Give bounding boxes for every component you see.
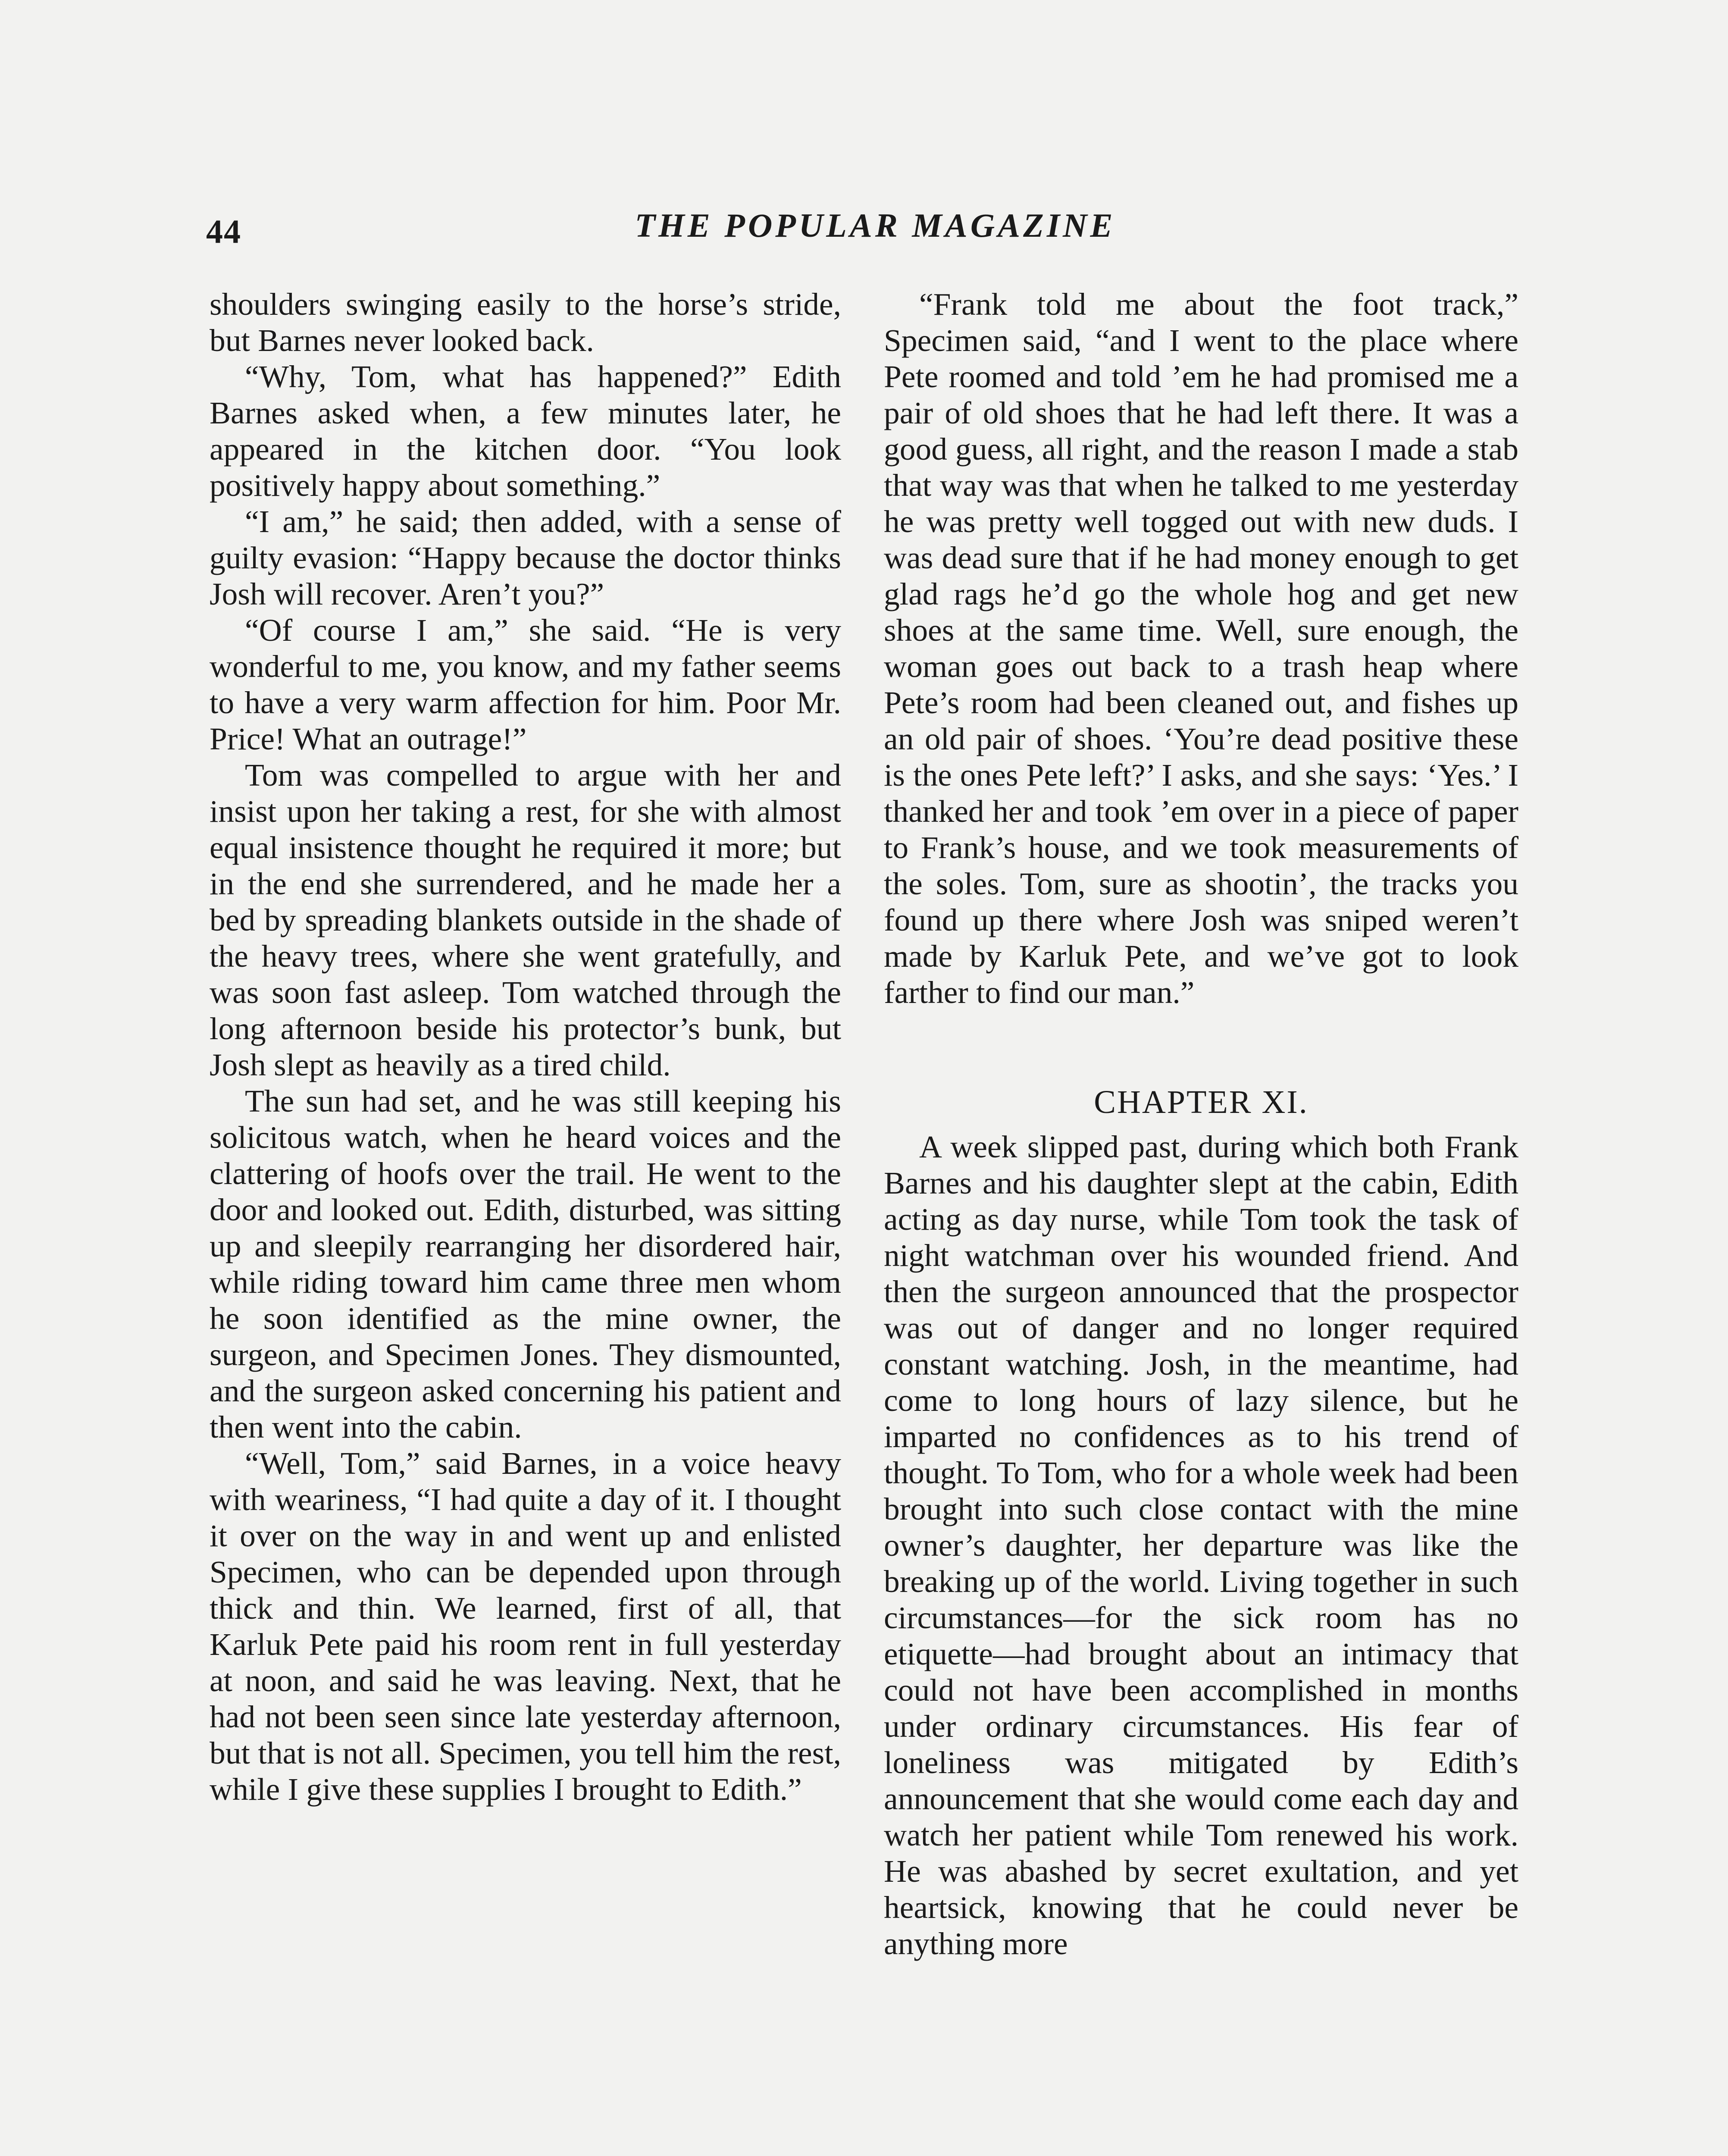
page-header bbox=[0, 0, 1728, 267]
paragraph: “Of course I am,” she said. “He is very wonderful to me, you know, and my father seems to have a very warm affection for him. Poor Mr. Price! What an outrage!” bbox=[210, 613, 841, 756]
paragraph: shoulders swinging easily to the horse’s stride, but Barnes never looked back. bbox=[210, 287, 841, 358]
paragraph: “Well, Tom,” said Barnes, in a voice heavy with weariness, “I had quite a day of it. I thought it over on the way in and went up and enlisted Specimen, who can be depended upon through thick and thin. We learned, first of all, that Karluk Pete paid his room rent in full yesterday at noon, and said he was leaving. Next, that he had not been seen since late yesterday afternoon, but that is not all. Specimen, you tell him the rest, while I give these supplies I brought to Edith.” bbox=[210, 1446, 841, 1807]
chapter-heading: CHAPTER XI. bbox=[1094, 1084, 1309, 1120]
paragraph: “Frank told me about the foot track,” Specimen said, “and I went to the place where Pete roomed and told ’em he had promised me a pair of old shoes that he had left there. It was a good guess, all right, and the reason I made a stab that way was that when he talked to me yesterday he was pretty well togged out with new duds. I was dead sure that if he had money enough to get glad rags he’d go the whole hog and get new shoes at the same time. Well, sure enough, the woman goes out back to a trash heap where Pete’s room had been cleaned out, and fishes up an old pair of shoes. ‘You’re dead positive these is the ones Pete left?’ I asks, and she says: ‘Yes.’ I thanked her and took ’em over in a piece of paper to Frank’s house, and we took measurements of the soles. Tom, sure as shootin’, the tracks you found up there where Josh was sniped weren’t made by Karluk Pete, and we’ve got to look farther to find our man.” bbox=[884, 287, 1518, 1010]
paragraph: The sun had set, and he was still keeping his solicitous watch, when he heard voices and the clattering of hoofs over the trail. He went to the door and looked out. Edith, disturbed, was sitting up and sleepily rearranging her disordered hair, while riding toward him came three men whom he soon identified as the mine owner, the surgeon, and Specimen Jones. They dismounted, and the surgeon asked concerning his patient and then went into the cabin. bbox=[210, 1084, 841, 1445]
paragraph: A week slipped past, during which both Frank Barnes and his daughter slept at the cabin, Edith acting as day nurse, while Tom took the task of night watchman over his wounded friend. And then the surgeon announced that the prospector was out of danger and no longer required constant watching. Josh, in the meantime, had come to long hours of lazy silence, but he imparted no confidences as to his trend of thought. To Tom, who for a whole week had been brought into such close contact with the mine owner’s daughter, her departure was like the breaking up of the world. Living together in such circumstances—for the sick room has no etiquette—had brought about an intimacy that could not have been accomplished in months under ordinary circumstances. His fear of loneliness was mitigated by Edith’s announcement that she would come each day and watch her patient while Tom renewed his work. He was abashed by secret exultation, and yet heartsick, knowing that he could never be anything more bbox=[884, 1129, 1518, 1961]
right-column bbox=[884, 286, 1518, 1962]
page-number: 44 bbox=[206, 213, 241, 250]
left-column bbox=[210, 286, 841, 1808]
paragraph: Tom was compelled to argue with her and insist upon her taking a rest, for she with almost equal insistence thought he required it more; but in the end she surrendered, and he made her a bed by spreading blankets outside in the shade of the heavy trees, where she went gratefully, and was soon fast asleep. Tom watched through the long afternoon beside his protector’s bunk, but Josh slept as heavily as a tired child. bbox=[210, 758, 841, 1082]
running-title: THE POPULAR MAGAZINE bbox=[635, 207, 1116, 244]
paragraph: “I am,” he said; then added, with a sense of guilty evasion: “Happy because the doctor thinks Josh will recover. Aren’t you?” bbox=[210, 504, 841, 611]
paragraph: “Why, Tom, what has happened?” Edith Barnes asked when, a few minutes later, he appeared in the kitchen door. “You look positively happy about something.” bbox=[210, 359, 841, 503]
